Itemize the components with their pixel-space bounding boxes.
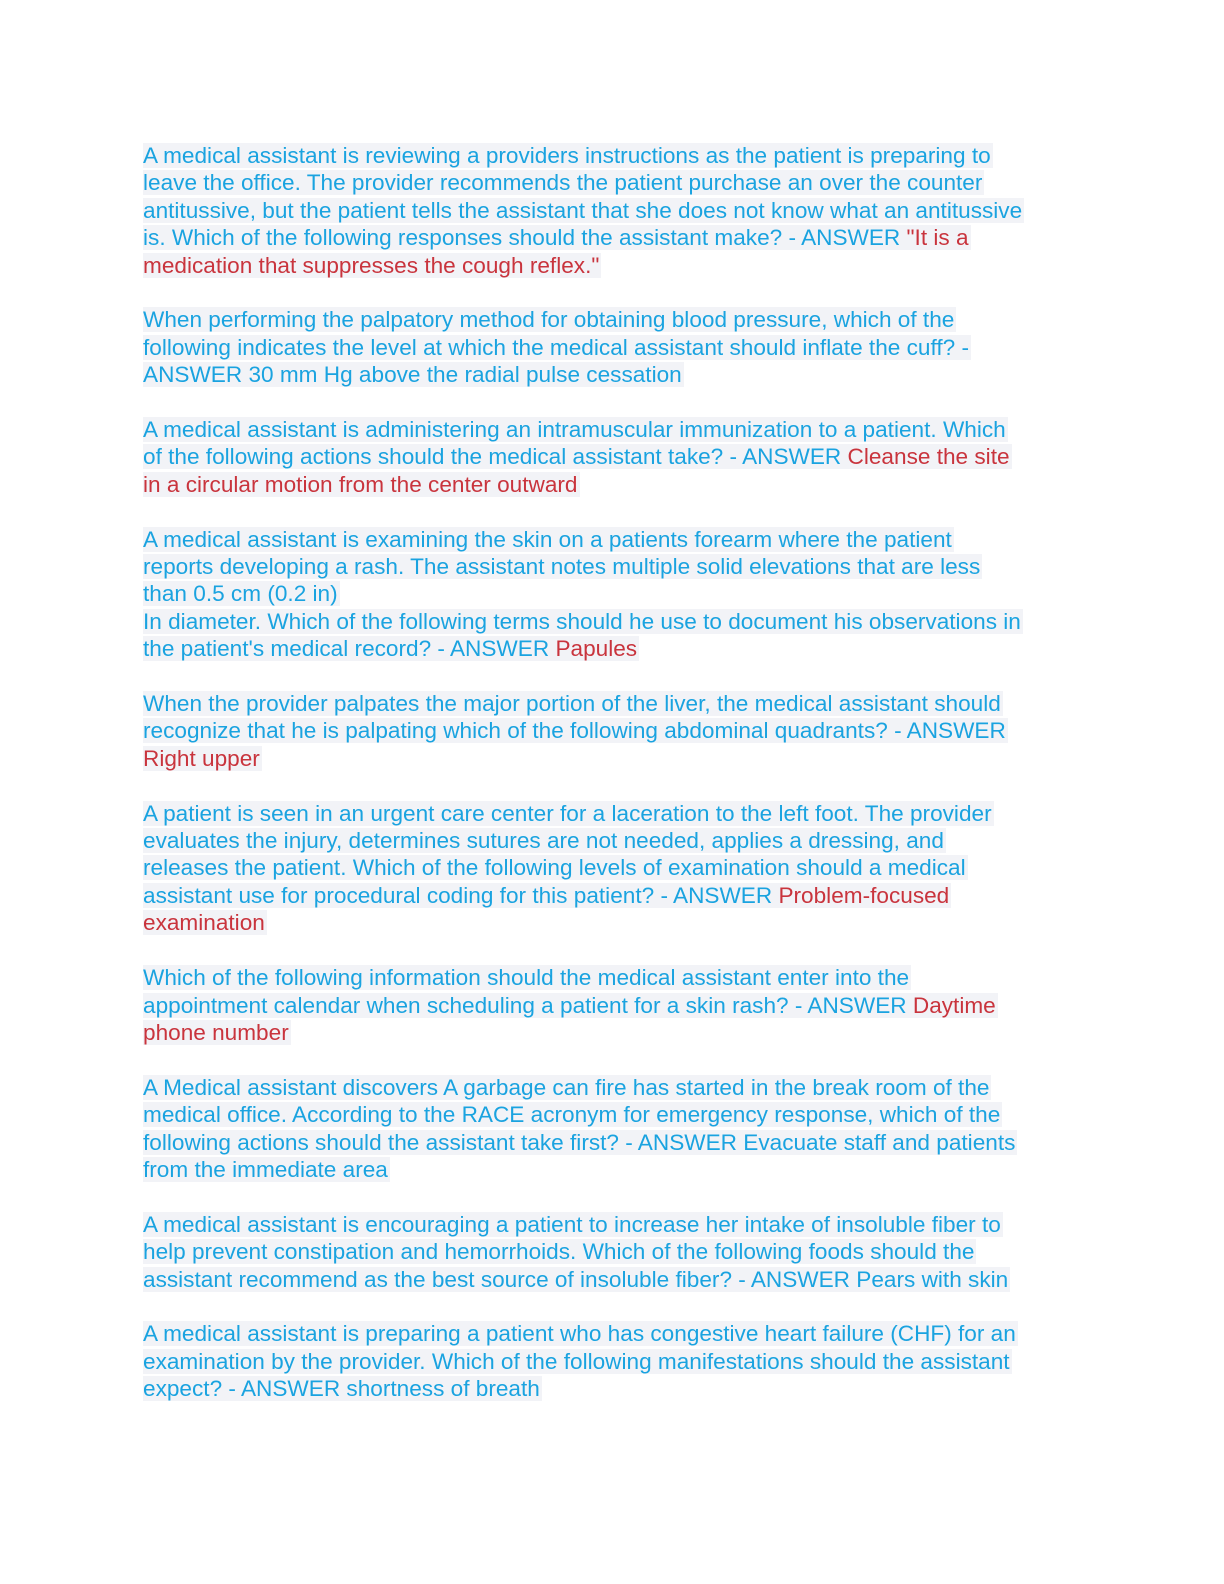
line-highlight bbox=[143, 718, 1008, 743]
line-highlight bbox=[143, 307, 956, 332]
line-highlight bbox=[143, 335, 971, 360]
text-line bbox=[143, 1211, 1083, 1238]
line-highlight bbox=[143, 1020, 291, 1045]
line-highlight bbox=[143, 965, 911, 990]
line-highlight bbox=[143, 143, 993, 168]
line-highlight bbox=[143, 554, 982, 579]
line-highlight bbox=[143, 1130, 1017, 1155]
text-line bbox=[143, 471, 1083, 498]
answer-text: Daytime bbox=[912, 992, 996, 1018]
question-text: from the immediate area bbox=[143, 1156, 388, 1182]
answer-text: Papules bbox=[555, 636, 638, 662]
qa-item bbox=[143, 1320, 1083, 1402]
text-line bbox=[143, 745, 1083, 772]
line-highlight bbox=[143, 1102, 1002, 1127]
question-text: than 0.5 cm (0.2 in) bbox=[143, 581, 338, 607]
question-text: A medical assistant is administering an intramuscular immunization to a patient. Which bbox=[143, 417, 1006, 443]
question-text: A medical assistant is encouraging a patient to increase her intake of insoluble fiber to bbox=[143, 1211, 1001, 1237]
line-highlight bbox=[143, 527, 954, 552]
question-text: A medical assistant is examining the skin on a patients forearm where the patient bbox=[143, 526, 952, 552]
qa-item bbox=[143, 1211, 1083, 1293]
text-line bbox=[143, 800, 1083, 827]
line-highlight bbox=[143, 993, 998, 1018]
text-line bbox=[143, 553, 1083, 580]
text-line bbox=[143, 964, 1083, 991]
line-highlight bbox=[143, 1075, 991, 1100]
question-text: following indicates the level at which the medical assistant should inflate the cuff? - bbox=[143, 334, 969, 360]
line-highlight bbox=[143, 253, 601, 278]
line-highlight bbox=[143, 746, 262, 771]
line-highlight bbox=[143, 609, 1023, 634]
text-line bbox=[143, 142, 1083, 169]
text-line bbox=[143, 526, 1083, 553]
line-highlight bbox=[143, 636, 639, 661]
question-text: evaluates the injury, determines sutures are not needed, applies a dressing, and bbox=[143, 828, 944, 854]
line-highlight bbox=[143, 1376, 542, 1401]
question-text: assistant recommend as the best source of insoluble fiber? - ANSWER Pears with skin bbox=[143, 1266, 1009, 1292]
answer-text: medication that suppresses the cough reflex." bbox=[143, 252, 600, 278]
question-text: In diameter. Which of the following terms should he use to document his observations in bbox=[143, 608, 1021, 634]
text-line bbox=[143, 608, 1083, 635]
line-highlight bbox=[143, 691, 1003, 716]
line-highlight bbox=[143, 417, 1008, 442]
text-line bbox=[143, 252, 1083, 279]
qa-item bbox=[143, 800, 1083, 937]
text-line bbox=[143, 224, 1083, 251]
line-highlight bbox=[143, 225, 971, 250]
line-highlight bbox=[143, 444, 1012, 469]
question-text: A patient is seen in an urgent care center for a laceration to the left foot. The provider bbox=[143, 800, 992, 826]
question-text: examination by the provider. Which of the following manifestations should the assistant bbox=[143, 1348, 1010, 1374]
line-highlight bbox=[143, 1321, 1018, 1346]
text-line bbox=[143, 169, 1083, 196]
text-line bbox=[143, 1348, 1083, 1375]
question-text: appointment calendar when scheduling a patient for a skin rash? - ANSWER bbox=[143, 992, 913, 1018]
text-line bbox=[143, 1019, 1083, 1046]
text-line bbox=[143, 443, 1083, 470]
text-line bbox=[143, 1129, 1083, 1156]
qa-item bbox=[143, 306, 1083, 388]
text-line bbox=[143, 361, 1083, 388]
line-highlight bbox=[143, 1157, 390, 1182]
question-text: Which of the following information should the medical assistant enter into the bbox=[143, 965, 910, 991]
answer-text: Right upper bbox=[143, 745, 260, 771]
line-highlight bbox=[143, 828, 946, 853]
text-line bbox=[143, 1101, 1083, 1128]
text-line bbox=[143, 334, 1083, 361]
text-line bbox=[143, 1074, 1083, 1101]
text-line bbox=[143, 635, 1083, 662]
text-line bbox=[143, 197, 1083, 224]
line-highlight bbox=[143, 1349, 1012, 1374]
question-text: A Medical assistant discovers A garbage can fire has started in the break room of the bbox=[143, 1074, 990, 1100]
answer-text: examination bbox=[143, 910, 265, 936]
text-line bbox=[143, 580, 1083, 607]
text-line bbox=[143, 1320, 1083, 1347]
line-highlight bbox=[143, 581, 340, 606]
text-line bbox=[143, 827, 1083, 854]
question-text: ANSWER 30 mm Hg above the radial pulse cessation bbox=[143, 362, 682, 388]
text-line bbox=[143, 909, 1083, 936]
question-text: following actions should the assistant take first? - ANSWER Evacuate staff and patients bbox=[143, 1129, 1016, 1155]
answer-text: "It is a bbox=[906, 225, 969, 251]
question-text: is. Which of the following responses should the assistant make? - ANSWER bbox=[143, 225, 907, 251]
qa-item bbox=[143, 526, 1083, 663]
qa-item bbox=[143, 690, 1083, 772]
answer-text: Cleanse the site bbox=[847, 444, 1010, 470]
question-text: reports developing a rash. The assistant notes multiple solid elevations that are less bbox=[143, 554, 981, 580]
text-line bbox=[143, 690, 1083, 717]
text-line bbox=[143, 882, 1083, 909]
question-text: medical office. According to the RACE acronym for emergency response, which of the bbox=[143, 1102, 1001, 1128]
text-line bbox=[143, 854, 1083, 881]
line-highlight bbox=[143, 170, 984, 195]
question-text: A medical assistant is reviewing a providers instructions as the patient is preparing to bbox=[143, 143, 991, 168]
text-line bbox=[143, 1156, 1083, 1183]
line-highlight bbox=[143, 801, 994, 826]
line-highlight bbox=[143, 1267, 1010, 1292]
line-highlight bbox=[143, 198, 1024, 223]
line-highlight bbox=[143, 855, 968, 880]
text-line bbox=[143, 416, 1083, 443]
qa-item bbox=[143, 1074, 1083, 1184]
question-text: expect? - ANSWER shortness of breath bbox=[143, 1376, 540, 1402]
line-highlight bbox=[143, 362, 684, 387]
answer-text: Problem-focused bbox=[778, 882, 950, 908]
text-line bbox=[143, 1375, 1083, 1402]
line-highlight bbox=[143, 1239, 976, 1264]
text-line bbox=[143, 306, 1083, 333]
line-highlight bbox=[143, 910, 267, 935]
question-text: help prevent constipation and hemorrhoids. Which of the following foods should the bbox=[143, 1239, 975, 1265]
answer-text: phone number bbox=[143, 1019, 289, 1045]
question-text: leave the office. The provider recommends the patient purchase an over the counter bbox=[143, 170, 983, 196]
question-text: recognize that he is palpating which of the following abdominal quadrants? - ANSWER bbox=[143, 718, 1006, 744]
text-line bbox=[143, 717, 1083, 744]
question-text: antitussive, but the patient tells the assistant that she does not know what an antitussive bbox=[143, 197, 1023, 223]
question-text: A medical assistant is preparing a patient who has congestive heart failure (CHF) for an bbox=[143, 1321, 1016, 1347]
line-highlight bbox=[143, 1212, 1003, 1237]
question-text: When the provider palpates the major portion of the liver, the medical assistant should bbox=[143, 691, 1001, 717]
qa-list bbox=[143, 142, 1083, 1430]
qa-item bbox=[143, 964, 1083, 1046]
text-line bbox=[143, 992, 1083, 1019]
text-line bbox=[143, 1238, 1083, 1265]
line-highlight bbox=[143, 472, 580, 497]
answer-text: in a circular motion from the center outward bbox=[143, 471, 578, 497]
question-text: releases the patient. Which of the following levels of examination should a medical bbox=[143, 855, 966, 881]
question-text: When performing the palpatory method for obtaining blood pressure, which of the bbox=[143, 307, 955, 333]
question-text: the patient's medical record? - ANSWER bbox=[143, 636, 556, 662]
qa-item bbox=[143, 142, 1083, 279]
qa-item bbox=[143, 416, 1083, 498]
text-line bbox=[143, 1266, 1083, 1293]
question-text: assistant use for procedural coding for this patient? - ANSWER bbox=[143, 882, 779, 908]
question-text: of the following actions should the medical assistant take? - ANSWER bbox=[143, 444, 848, 470]
line-highlight bbox=[143, 883, 951, 908]
